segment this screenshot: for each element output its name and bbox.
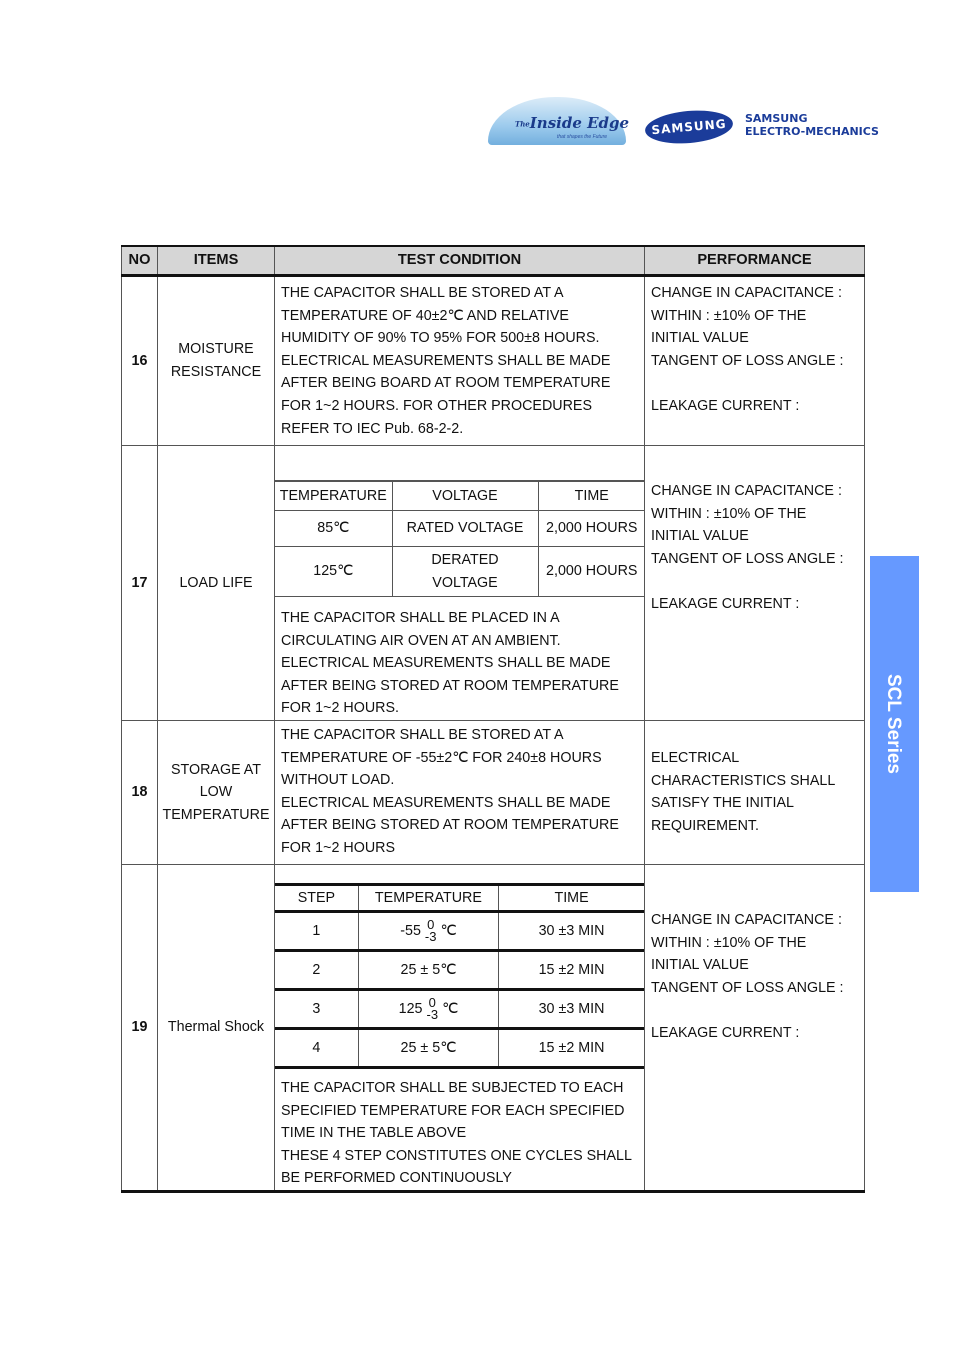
item-line: TEMPERATURE — [162, 806, 270, 823]
performance-line: REQUIREMENT. — [651, 818, 760, 835]
inner-header-step: STEP — [275, 884, 358, 911]
inner-row — [275, 911, 644, 950]
inner-time: 2,000 HOURS — [538, 511, 645, 547]
thermal-shock-table — [275, 883, 644, 1069]
condition-line: AFTER BEING BOARD AT ROOM TEMPERATURE — [281, 375, 611, 392]
row-item — [158, 720, 275, 864]
inner-time: 30 ±3 MIN — [499, 989, 644, 1028]
row-item — [158, 276, 275, 446]
performance-line: TANGENT OF LOSS ANGLE : — [651, 550, 844, 567]
row-condition — [275, 446, 645, 721]
performance-line: CHANGE IN CAPACITANCE : — [651, 285, 842, 301]
condition-line: WITHOUT LOAD. — [281, 772, 395, 789]
temp-unit: ℃ — [440, 922, 457, 939]
temp-tolerance-lower: -3 — [424, 928, 437, 944]
row-performance — [645, 276, 865, 446]
inner-row — [275, 1028, 644, 1067]
performance-line: CHANGE IN CAPACITANCE : — [651, 483, 842, 499]
condition-line: AFTER BEING STORED AT ROOM TEMPERATURE — [281, 677, 619, 694]
inner-step: 3 — [275, 989, 358, 1028]
inner-header-time: TIME — [499, 884, 644, 911]
condition-line: ELECTRICAL MEASUREMENTS SHALL BE MADE — [281, 352, 611, 369]
condition-top-spacer — [275, 446, 644, 481]
inner-row — [275, 547, 645, 597]
inner-temp — [358, 989, 498, 1028]
inner-header-row — [275, 482, 645, 511]
temp-tolerance-upper: 0 — [427, 916, 435, 932]
inner-step: 2 — [275, 950, 358, 989]
temp-base: 125 — [398, 1000, 423, 1017]
performance-line: ELECTRICAL — [651, 750, 740, 767]
condition-line: HUMIDITY OF 90% TO 95% FOR 500±8 HOURS. — [281, 330, 600, 347]
condition-line: ELECTRICAL MEASUREMENTS SHALL BE MADE — [281, 655, 611, 672]
condition-text — [275, 1069, 644, 1190]
table-row-16 — [122, 276, 865, 446]
item-line: MOISTURE — [178, 341, 254, 358]
condition-line: FOR 1~2 HOURS. — [281, 700, 399, 717]
header-no: NO — [122, 246, 158, 276]
series-side-tab — [870, 556, 919, 892]
condition-line: TEMPERATURE OF -55±2℃ FOR 240±8 HOURS — [281, 749, 602, 766]
inner-temp: 25 ± 5℃ — [358, 1028, 498, 1067]
performance-line: CHANGE IN CAPACITANCE : — [651, 911, 842, 928]
row-item: Thermal Shock — [158, 864, 275, 1191]
inner-temp: 25 ± 5℃ — [358, 950, 498, 989]
performance-line: TANGENT OF LOSS ANGLE : — [651, 979, 844, 996]
inner-temp — [358, 911, 498, 950]
condition-line: ELECTRICAL MEASUREMENTS SHALL BE MADE — [281, 794, 611, 811]
performance-line: WITHIN : ±10% OF THE — [651, 934, 807, 951]
performance-line: LEAKAGE CURRENT : — [651, 397, 800, 414]
temp-tolerance — [426, 994, 439, 1022]
company-name-line1: SAMSUNG — [745, 112, 808, 125]
condition-line: TIME IN THE TABLE ABOVE — [281, 1125, 467, 1142]
voltage-line: DERATED — [431, 551, 499, 568]
temp-base: -55 — [400, 922, 421, 939]
inner-temp: 125℃ — [275, 547, 392, 597]
table-row-19 — [122, 864, 865, 1191]
condition-line: THESE 4 STEP CONSTITUTES ONE CYCLES SHALL — [281, 1147, 632, 1164]
inner-time: 15 ±2 MIN — [499, 950, 644, 989]
condition-line: TEMPERATURE OF 40±2℃ AND RELATIVE — [281, 307, 569, 324]
spec-table — [121, 245, 865, 1193]
inner-header-row — [275, 884, 644, 911]
inner-header-time: TIME — [538, 482, 645, 511]
series-side-tab-label: SCL Series — [883, 674, 904, 774]
performance-line: INITIAL VALUE — [651, 330, 749, 347]
spacer — [651, 999, 864, 1022]
table-row-18 — [122, 720, 865, 864]
inner-header-temperature: TEMPERATURE — [358, 884, 498, 911]
condition-text — [275, 597, 644, 720]
inner-time: 2,000 HOURS — [538, 547, 645, 597]
header-condition: TEST CONDITION — [275, 246, 645, 276]
condition-line: THE CAPACITOR SHALL BE SUBJECTED TO EACH — [281, 1079, 624, 1096]
performance-line: SATISFY THE INITIAL — [651, 795, 795, 812]
inside-edge-title: Inside Edge — [529, 114, 630, 132]
header-logos — [485, 92, 879, 152]
spacer — [651, 372, 864, 395]
header-row — [122, 246, 865, 276]
row-condition — [275, 864, 645, 1191]
inside-edge-logo — [485, 92, 630, 148]
condition-line: THE CAPACITOR SHALL BE STORED AT A — [281, 726, 564, 743]
row-performance — [645, 720, 865, 864]
performance-line: WITHIN : ±10% OF THE — [651, 505, 807, 522]
inner-temp: 85℃ — [275, 511, 392, 547]
performance-line: INITIAL VALUE — [651, 957, 749, 974]
inner-header-voltage: VOLTAGE — [392, 482, 538, 511]
condition-line: CIRCULATING AIR OVEN AT AN AMBIENT. — [281, 632, 561, 649]
inner-row — [275, 511, 645, 547]
inner-header-temperature: TEMPERATURE — [275, 482, 392, 511]
inner-voltage — [392, 547, 538, 597]
condition-line: THE CAPACITOR SHALL BE PLACED IN A — [281, 610, 560, 626]
condition-line: REFER TO IEC Pub. 68-2-2. — [281, 420, 464, 437]
company-name — [745, 112, 879, 138]
temp-tolerance-lower: -3 — [426, 1006, 439, 1022]
condition-line: FOR 1~2 HOURS. FOR OTHER PROCEDURES — [281, 397, 592, 414]
inside-edge-subtitle: that shapes the Future — [557, 134, 608, 140]
condition-line: AFTER BEING STORED AT ROOM TEMPERATURE — [281, 817, 619, 834]
item-line: STORAGE AT — [170, 761, 262, 778]
performance-line: INITIAL VALUE — [651, 528, 749, 545]
table-row-17 — [122, 446, 865, 721]
item-line: RESISTANCE — [170, 364, 262, 380]
performance-line: CHARACTERISTICS SHALL — [651, 772, 836, 789]
temp-unit: ℃ — [442, 1000, 459, 1017]
temp-tolerance — [424, 916, 437, 944]
row-performance — [645, 864, 865, 1191]
load-life-table — [275, 481, 645, 597]
samsung-logo — [644, 107, 734, 147]
samsung-logo-text: SAMSUNG — [650, 116, 728, 138]
inner-voltage: RATED VOLTAGE — [392, 511, 538, 547]
row-item: LOAD LIFE — [158, 446, 275, 721]
condition-line: FOR 1~2 HOURS — [281, 839, 396, 856]
header-items: ITEMS — [158, 246, 275, 276]
row-condition — [275, 720, 645, 864]
spacer — [651, 570, 864, 593]
condition-line: BE PERFORMED CONTINUOUSLY — [281, 1170, 512, 1187]
row-no: 16 — [122, 276, 158, 446]
performance-line: WITHIN : ±10% OF THE — [651, 307, 807, 324]
item-line: LOW — [199, 784, 233, 801]
performance-line: LEAKAGE CURRENT : — [651, 595, 800, 612]
voltage-line: VOLTAGE — [432, 574, 498, 591]
inner-time: 15 ±2 MIN — [499, 1028, 644, 1067]
condition-line: THE CAPACITOR SHALL BE STORED AT A — [281, 285, 564, 301]
condition-line: SPECIFIED TEMPERATURE FOR EACH SPECIFIED — [281, 1102, 625, 1119]
row-no: 18 — [122, 720, 158, 864]
row-no: 19 — [122, 864, 158, 1191]
performance-line: TANGENT OF LOSS ANGLE : — [651, 352, 844, 369]
inner-row — [275, 989, 644, 1028]
inner-time: 30 ±3 MIN — [499, 911, 644, 950]
row-no: 17 — [122, 446, 158, 721]
performance-line: LEAKAGE CURRENT : — [651, 1024, 800, 1041]
company-name-line2: ELECTRO-MECHANICS — [745, 125, 879, 138]
header-performance: PERFORMANCE — [645, 246, 865, 276]
temp-tolerance-upper: 0 — [428, 994, 436, 1010]
inner-row — [275, 950, 644, 989]
row-condition — [275, 276, 645, 446]
inner-step: 4 — [275, 1028, 358, 1067]
inside-edge-the: The — [515, 119, 530, 129]
inner-step: 1 — [275, 911, 358, 950]
row-performance — [645, 446, 865, 721]
